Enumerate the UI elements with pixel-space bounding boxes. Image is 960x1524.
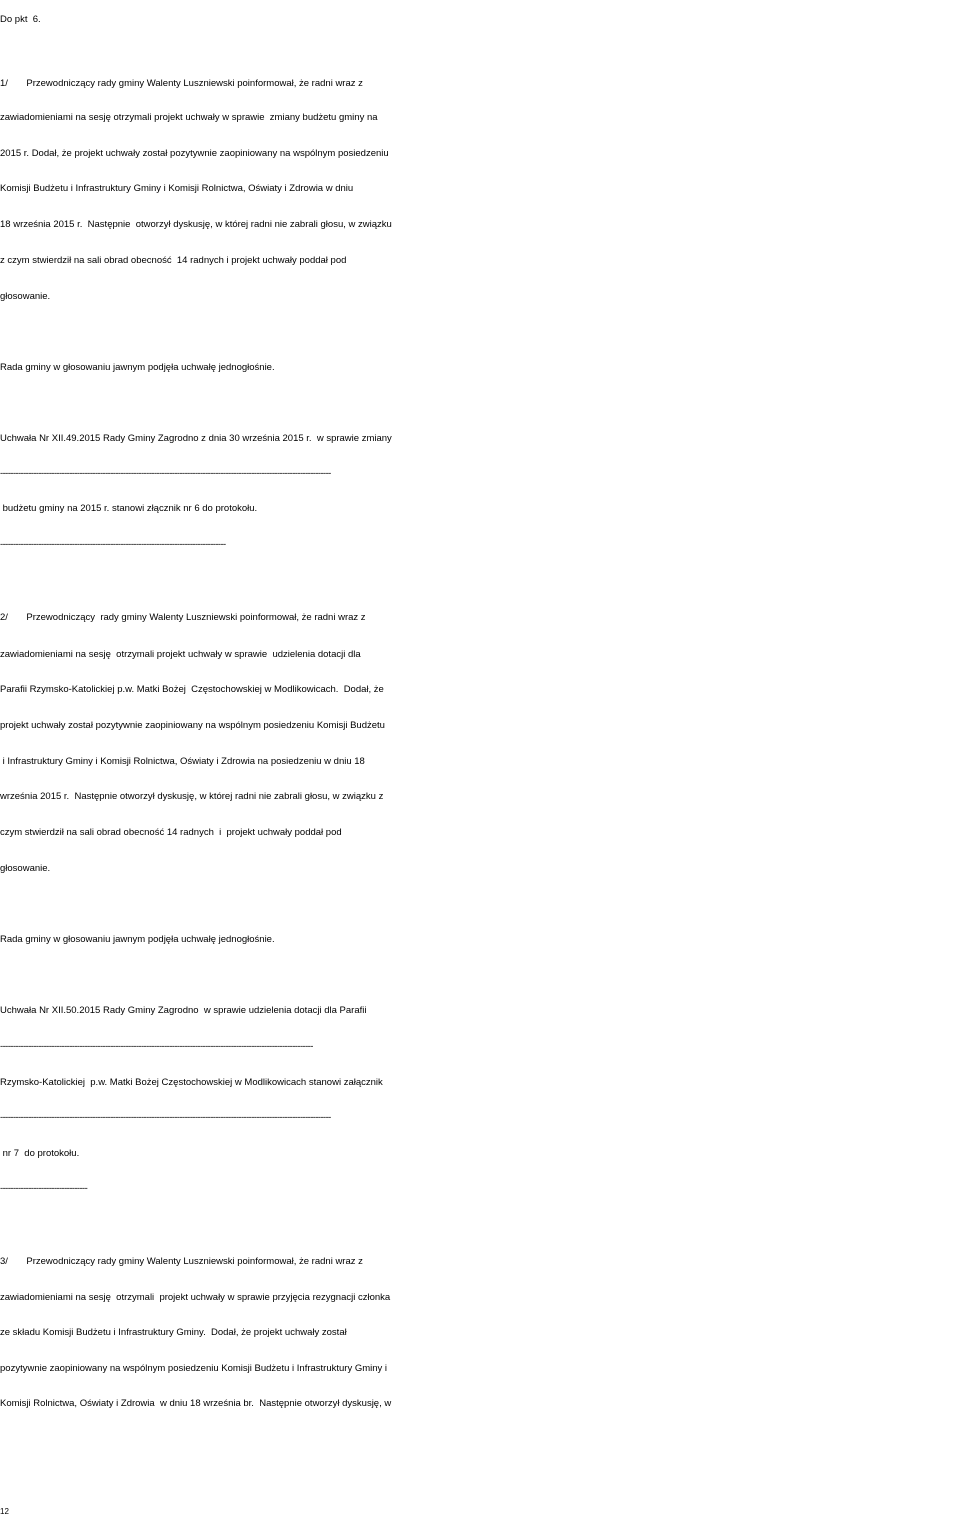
paragraph-line: 1/ Przewodniczący rady gminy Walenty Luszniewski poinformował, że radni wraz z <box>0 78 363 89</box>
vote-statement: Rada gminy w głosowaniu jawnym podjęła uchwałę jednogłośnie. <box>0 934 275 945</box>
resolution-line: Rzymsko-Katolickiej p.w. Matki Bożej Częstochowskiej w Modlikowicach stanowi załącznik <box>0 1077 383 1088</box>
paragraph-line: z czym stwierdził na sali obrad obecność 14 radnych i projekt uchwały poddał pod <box>0 255 347 266</box>
dash-separator: -------------------------------------------------------------------------------------------------------------------------- <box>0 1041 313 1052</box>
paragraph-line: zawiadomieniami na sesję otrzymali projekt uchwały w sprawie udzielenia dotacji dla <box>0 649 361 660</box>
resolution-line: Uchwała Nr XII.50.2015 Rady Gminy Zagrodno w sprawie udzielenia dotacji dla Parafii <box>0 1005 367 1016</box>
section-heading: Do pkt 6. <box>0 14 41 25</box>
dash-separator: ---------------------------------------------------------------------------------------- <box>0 539 226 550</box>
paragraph-line: pozytywnie zaopiniowany na wspólnym posiedzeniu Komisji Budżetu i Infrastruktury Gminy i <box>0 1363 388 1374</box>
paragraph-line: zawiadomieniami na sesję otrzymali projekt uchwały w sprawie zmiany budżetu gminy na <box>0 112 378 123</box>
paragraph-line: września 2015 r. Następnie otworzył dyskusję, w której radni nie zabrali głosu, w związku z <box>0 791 384 802</box>
paragraph-line: zawiadomieniami na sesję otrzymali projekt uchwały w sprawie przyjęcia rezygnacji członka <box>0 1292 391 1303</box>
page-number: 12 <box>0 1507 9 1516</box>
resolution-line: nr 7 do protokołu. <box>0 1148 80 1159</box>
dash-separator: --------------------------------------------------------------------------------------------------------------------------------- <box>0 1112 331 1123</box>
paragraph-line: Parafii Rzymsko-Katolickiej p.w. Matki Bożej Częstochowskiej w Modlikowicach. Dodał, że <box>0 684 384 695</box>
paragraph-line: i Infrastruktury Gminy i Komisji Rolnictwa, Oświaty i Zdrowia na posiedzeniu w dniu 18 <box>0 756 365 767</box>
paragraph-line: 2015 r. Dodał, że projekt uchwały został pozytywnie zaopiniowany na wspólnym posiedzeniu <box>0 148 389 159</box>
paragraph-line: głosowanie. <box>0 291 51 302</box>
paragraph-line: 3/ Przewodniczący rady gminy Walenty Luszniewski poinformował, że radni wraz z <box>0 1256 363 1267</box>
resolution-line: budżetu gminy na 2015 r. stanowi złącznik nr 6 do protokołu. <box>0 503 258 514</box>
resolution-line: Uchwała Nr XII.49.2015 Rady Gminy Zagrodno z dnia 30 września 2015 r. w sprawie zmiany <box>0 433 392 444</box>
paragraph-line: Komisji Budżetu i Infrastruktury Gminy i Komisji Rolnictwa, Oświaty i Zdrowia w dniu <box>0 183 354 194</box>
paragraph-line: ze składu Komisji Budżetu i Infrastruktury Gminy. Dodał, że projekt uchwały został <box>0 1327 347 1338</box>
paragraph-line: 18 września 2015 r. Następnie otworzył dyskusję, w której radni nie zabrali głosu, w związku <box>0 219 392 230</box>
paragraph-line: Komisji Rolnictwa, Oświaty i Zdrowia w dniu 18 września br. Następnie otworzył dyskusję, w <box>0 1398 392 1409</box>
dash-separator: --------------------------------------------------------------------------------------------------------------------------------- <box>0 468 331 479</box>
vote-statement: Rada gminy w głosowaniu jawnym podjęła uchwałę jednogłośnie. <box>0 362 275 373</box>
paragraph-line: projekt uchwały został pozytywnie zaopiniowany na wspólnym posiedzeniu Komisji Budżetu <box>0 720 385 731</box>
dash-separator: ---------------------------------- <box>0 1183 88 1194</box>
paragraph-line: głosowanie. <box>0 863 51 874</box>
paragraph-line: czym stwierdził na sali obrad obecność 14 radnych i projekt uchwały poddał pod <box>0 827 342 838</box>
paragraph-line: 2/ Przewodniczący rady gminy Walenty Luszniewski poinformował, że radni wraz z <box>0 612 366 623</box>
